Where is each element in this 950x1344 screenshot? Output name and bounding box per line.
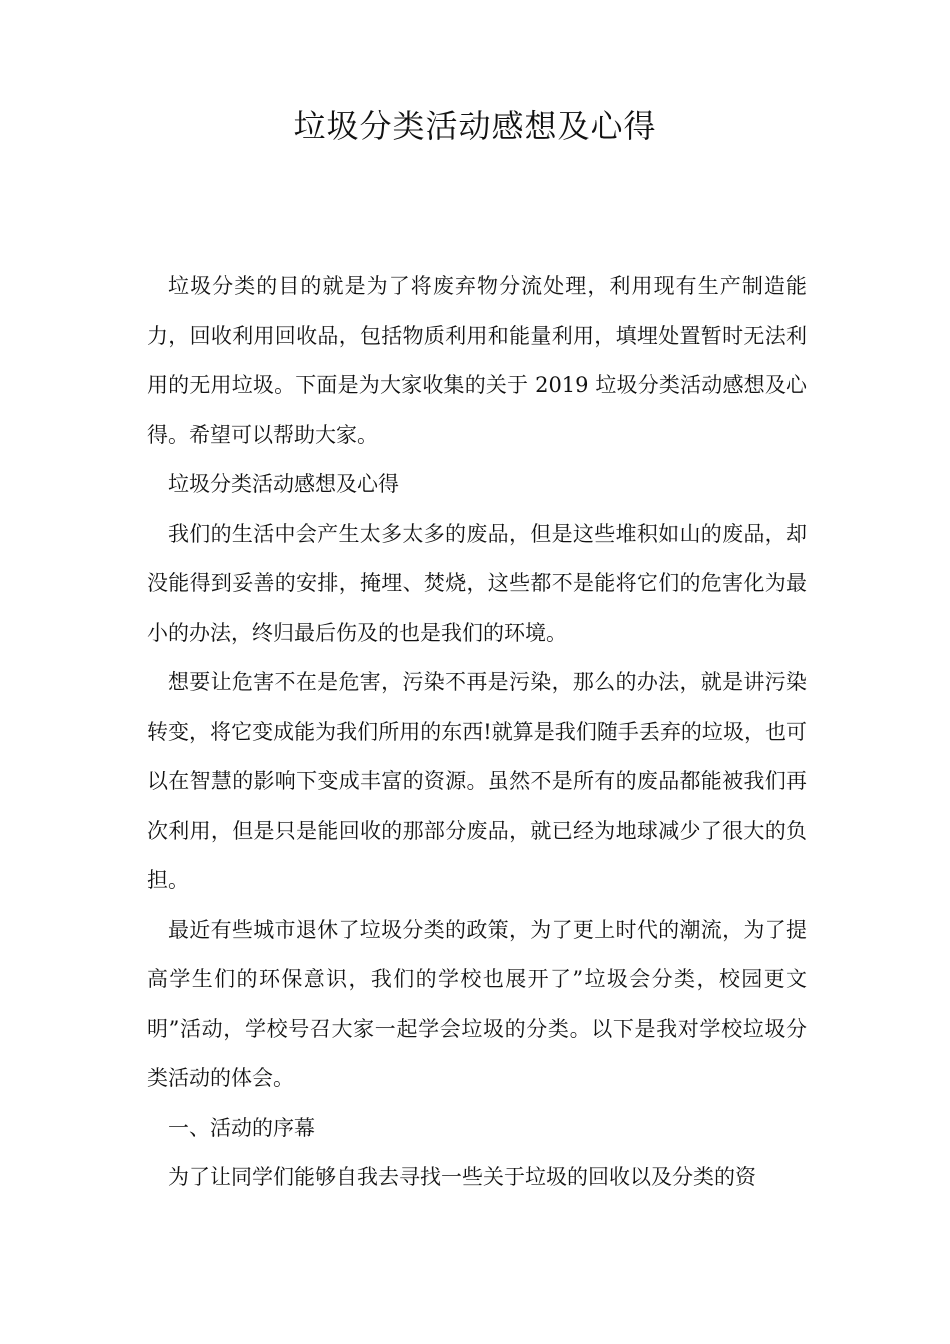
paragraph-transform: 想要让危害不在是危害，污染不再是污染，那么的办法，就是讲污染转变，将它变成能为我们所用的东西!就算是我们随手丢弃的垃圾，也可以在智慧的影响下变成丰富的资源。虽然不是所有的废品都能被我们再次利用，但是只是能回收的那部分废品，就已经为地球减少了很大的负担。 xyxy=(147,670,807,892)
paragraph-intro: 垃圾分类的目的就是为了将废弃物分流处理，利用现有生产制造能力，回收利用回收品，包括物质利用和能量利用，填埋处置暂时无法利用的无用垃圾。下面是为大家收集的关于 2019 垃圾分类活动感想及心得。希望可以帮助大家。 xyxy=(147,274,807,447)
paragraph-waste: 我们的生活中会产生太多太多的废品，但是这些堆积如山的废品，却没能得到妥善的安排，掩埋、焚烧，这些都不是能将它们的危害化为最小的办法，终归最后伤及的也是我们的环境。 xyxy=(147,521,807,645)
paragraph-school-activity: 最近有些城市退休了垃圾分类的政策，为了更上时代的潮流，为了提高学生们的环保意识，我们的学校也展开了”垃圾会分类，校园更文明”活动，学校号召大家一起学会垃圾的分类。以下是我对学校垃圾分类活动的体会。 xyxy=(147,917,807,1090)
document-body xyxy=(147,262,807,1203)
paragraph-subheading: 垃圾分类活动感想及心得 xyxy=(168,472,399,496)
paragraph-prologue: 为了让同学们能够自我去寻找一些关于垃圾的回收以及分类的资 xyxy=(168,1165,756,1189)
section-heading-prologue: 一、活动的序幕 xyxy=(168,1115,315,1140)
document-title: 垃圾分类活动感想及心得 xyxy=(293,107,657,145)
